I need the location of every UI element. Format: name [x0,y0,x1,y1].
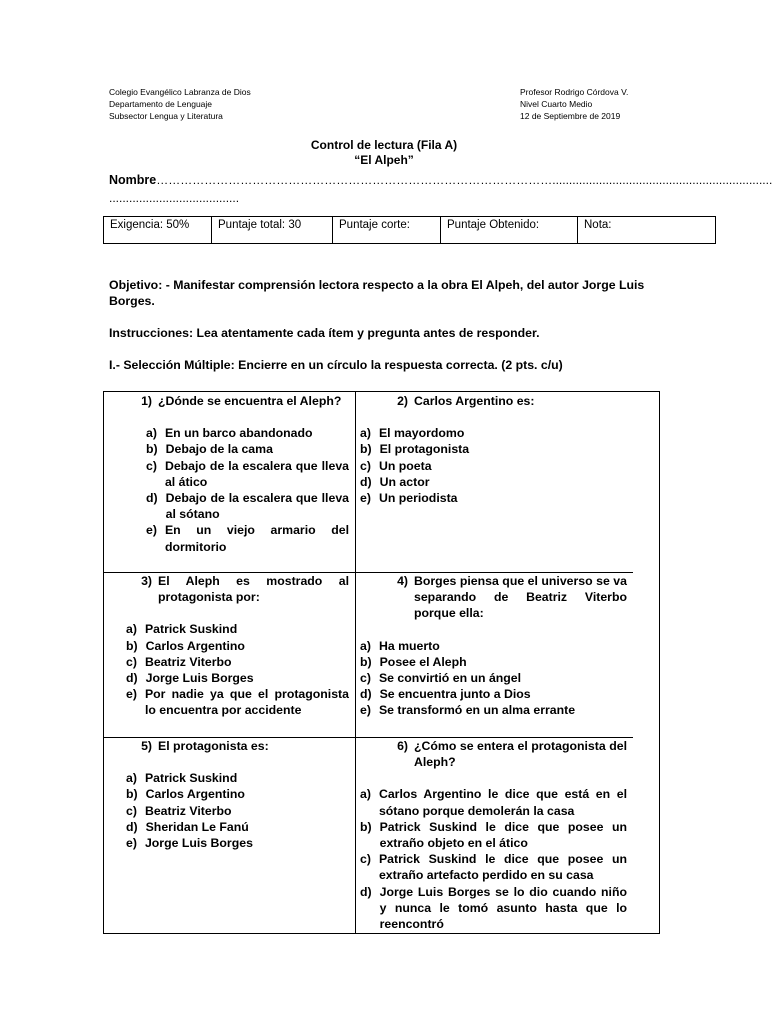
option[interactable]: b) Posee el Aleph [360,654,467,669]
option[interactable]: e) Se transformó en un alma errante [360,703,576,718]
test-date: 12 de Septiembre de 2019 [520,111,621,121]
subject: Subsector Lengua y Literatura [109,111,223,121]
option[interactable]: d) Sheridan Le Fanú [126,819,249,834]
question-number: 1) [141,394,152,408]
option[interactable]: d) Jorge Luis Borges se lo dio cuando niño y nunca le tomó asunto hasta que lo reencontró [360,884,627,932]
score-cell-total: Puntaje total: 30 [212,217,333,244]
grade-level: Nivel Cuarto Medio [520,99,593,109]
question-text: ¿Cómo se entera el protagonista del Aleph? [414,739,627,770]
option[interactable]: c) Debajo de la escalera que lleva al ático [146,458,349,489]
option[interactable]: c) Se convirtió en un ángel [360,671,522,686]
objective: Objetivo: - Manifestar comprensión lectora respecto a la obra El Alpeh, del autor Jorge Luis Borges. [109,278,645,308]
option[interactable]: a) El mayordomo [360,426,465,441]
teacher-name: Profesor Rodrigo Córdova V. [520,87,629,97]
school-name: Colegio Evangélico Labranza de Dios [109,87,251,97]
score-cell-exigencia: Exigencia: 50% [104,217,212,244]
option[interactable]: d) Un actor [360,474,430,489]
score-cell-corte[interactable]: Puntaje corte: [333,217,441,244]
score-cell-nota[interactable]: Nota: [578,217,716,244]
question-text: ¿Dónde se encuentra el Aleph? [158,394,342,408]
option[interactable]: d) Debajo de la escalera que lleva al sótano [146,491,349,522]
instructions: Instrucciones: Lea atentamente cada ítem y pregunta antes de responder. [109,326,540,340]
option[interactable]: b) Patrick Suskind le dice que posee un extraño objeto en el ático [360,819,627,851]
page-title [0,138,768,168]
option[interactable]: a) Patrick Suskind [126,622,238,637]
question-number: 4) [397,574,408,588]
name-dots-cont: ....................................... [109,191,240,205]
title-line-1: Control de lectura (Fila A) [310,138,458,152]
score-cell-obtenido[interactable]: Puntaje Obtenido: [441,217,578,244]
option[interactable]: c) Beatriz Viterbo [126,654,232,669]
question-text: El Aleph es mostrado al protagonista por: [158,574,349,605]
question-number: 3) [141,574,152,588]
question-2 [356,392,633,573]
name-line [109,171,772,205]
question-text: El protagonista es: [158,739,269,753]
question-text: Carlos Argentino es: [414,394,535,408]
option[interactable]: c) Patrick Suskind le dice que posee un extraño artefacto perdido en su casa [360,852,627,883]
option[interactable]: a) Ha muerto [360,638,440,653]
section-heading: I.- Selección Múltiple: Encierre en un círculo la respuesta correcta. (2 pts. c/u) [109,358,563,372]
question-number: 2) [397,394,408,408]
question-text: Borges piensa que el universo se va separando de Beatriz Viterbo porque ella: [414,574,627,621]
question-3 [104,573,356,738]
question-5 [104,738,356,933]
question-4 [356,573,633,738]
option[interactable]: b) El protagonista [360,442,470,457]
option[interactable]: d) Se encuentra junto a Dios [360,687,531,702]
name-dots: ……………………………………………………………………………………….................................................................. [156,173,772,187]
school-info [109,86,251,122]
name-label: Nombre [109,173,157,187]
option[interactable]: e) Jorge Luis Borges [126,836,253,851]
option[interactable]: e) Un periodista [360,491,458,506]
option[interactable]: a) Carlos Argentino le dice que está en el sótano porque demolerán la casa [360,787,627,818]
option[interactable]: a) En un barco abandonado [146,426,313,441]
option[interactable]: c) Beatriz Viterbo [126,803,232,818]
questions-grid [103,391,660,934]
teacher-info [520,86,628,122]
option[interactable]: b) Debajo de la cama [146,442,273,457]
option[interactable]: c) Un poeta [360,458,432,473]
score-table [103,216,716,244]
option[interactable]: b) Carlos Argentino [126,638,245,653]
question-1 [104,392,356,573]
option[interactable]: a) Patrick Suskind [126,771,238,786]
title-line-2: “El Alpeh” [354,153,414,167]
department: Departamento de Lenguaje [109,99,213,109]
option[interactable]: e) Por nadie ya que el protagonista lo encuentra por accidente [126,687,349,718]
option[interactable]: e) En un viejo armario del dormitorio [146,523,349,554]
option[interactable]: d) Jorge Luis Borges [126,671,254,686]
question-number: 6) [397,739,408,753]
question-number: 5) [141,739,152,753]
option[interactable]: b) Carlos Argentino [126,787,245,802]
question-6 [356,738,633,933]
